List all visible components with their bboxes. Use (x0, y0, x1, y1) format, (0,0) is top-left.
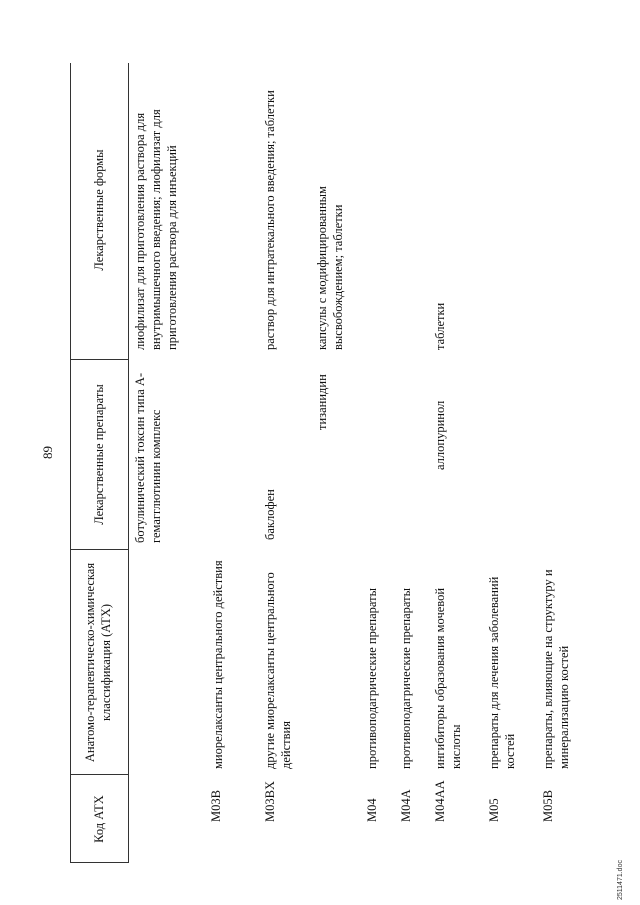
code-cell: M03BX (263, 781, 277, 822)
column-divider-3 (70, 549, 128, 550)
atc-cell: противоподагрические препараты (365, 588, 379, 769)
code-cell: M05 (487, 798, 501, 822)
form-cell: лиофилизат для приготовления раствора для внутримышечного введения; лиофилизат для приготовления раствора для инъекций (133, 109, 179, 350)
code-cell: M04 (365, 798, 379, 822)
document-footer: 2511471.doc (617, 860, 624, 900)
atc-cell: противоподагрические препараты (399, 588, 413, 769)
form-cell: капсулы с модифицированным высвобождением; таблетки (315, 186, 345, 350)
table-top-border (70, 63, 71, 863)
atc-cell: миорелаксанты центрального действия (211, 560, 225, 769)
drug-cell: ботулинический токсин типа А-гемагглютинин комплекс (133, 372, 163, 543)
drug-cell: баклофен (263, 489, 277, 540)
code-cell: M03B (209, 790, 223, 822)
drug-cell: аллопуринол (433, 400, 447, 470)
atc-cell: другие миорелаксанты центрального действия (263, 572, 293, 769)
column-divider-4 (70, 359, 128, 360)
atc-cell: ингибиторы образования мочевой кислоты (433, 587, 463, 769)
code-cell: M05B (541, 790, 555, 822)
header-atc: Анатомо-терапевтическо-химическая классификация (АТХ) (83, 562, 113, 763)
header-forms: Лекарственные формы (92, 149, 106, 271)
form-cell: раствор для интратекального введения; таблетки (263, 90, 277, 350)
header-bottom-border (128, 63, 129, 863)
header-drugs: Лекарственные препараты (92, 384, 106, 525)
atc-cell: препараты, влияющие на структуру и минерализацию костей (541, 569, 571, 769)
drug-cell: тизанидин (315, 374, 329, 430)
form-cell: таблетки (433, 302, 447, 350)
code-cell: M04AA (433, 780, 447, 822)
page-number: 89 (40, 446, 55, 459)
header-code: Код АТХ (92, 795, 106, 843)
code-cell: M04A (399, 789, 413, 822)
atc-cell: препараты для лечения заболеваний костей (487, 576, 517, 769)
